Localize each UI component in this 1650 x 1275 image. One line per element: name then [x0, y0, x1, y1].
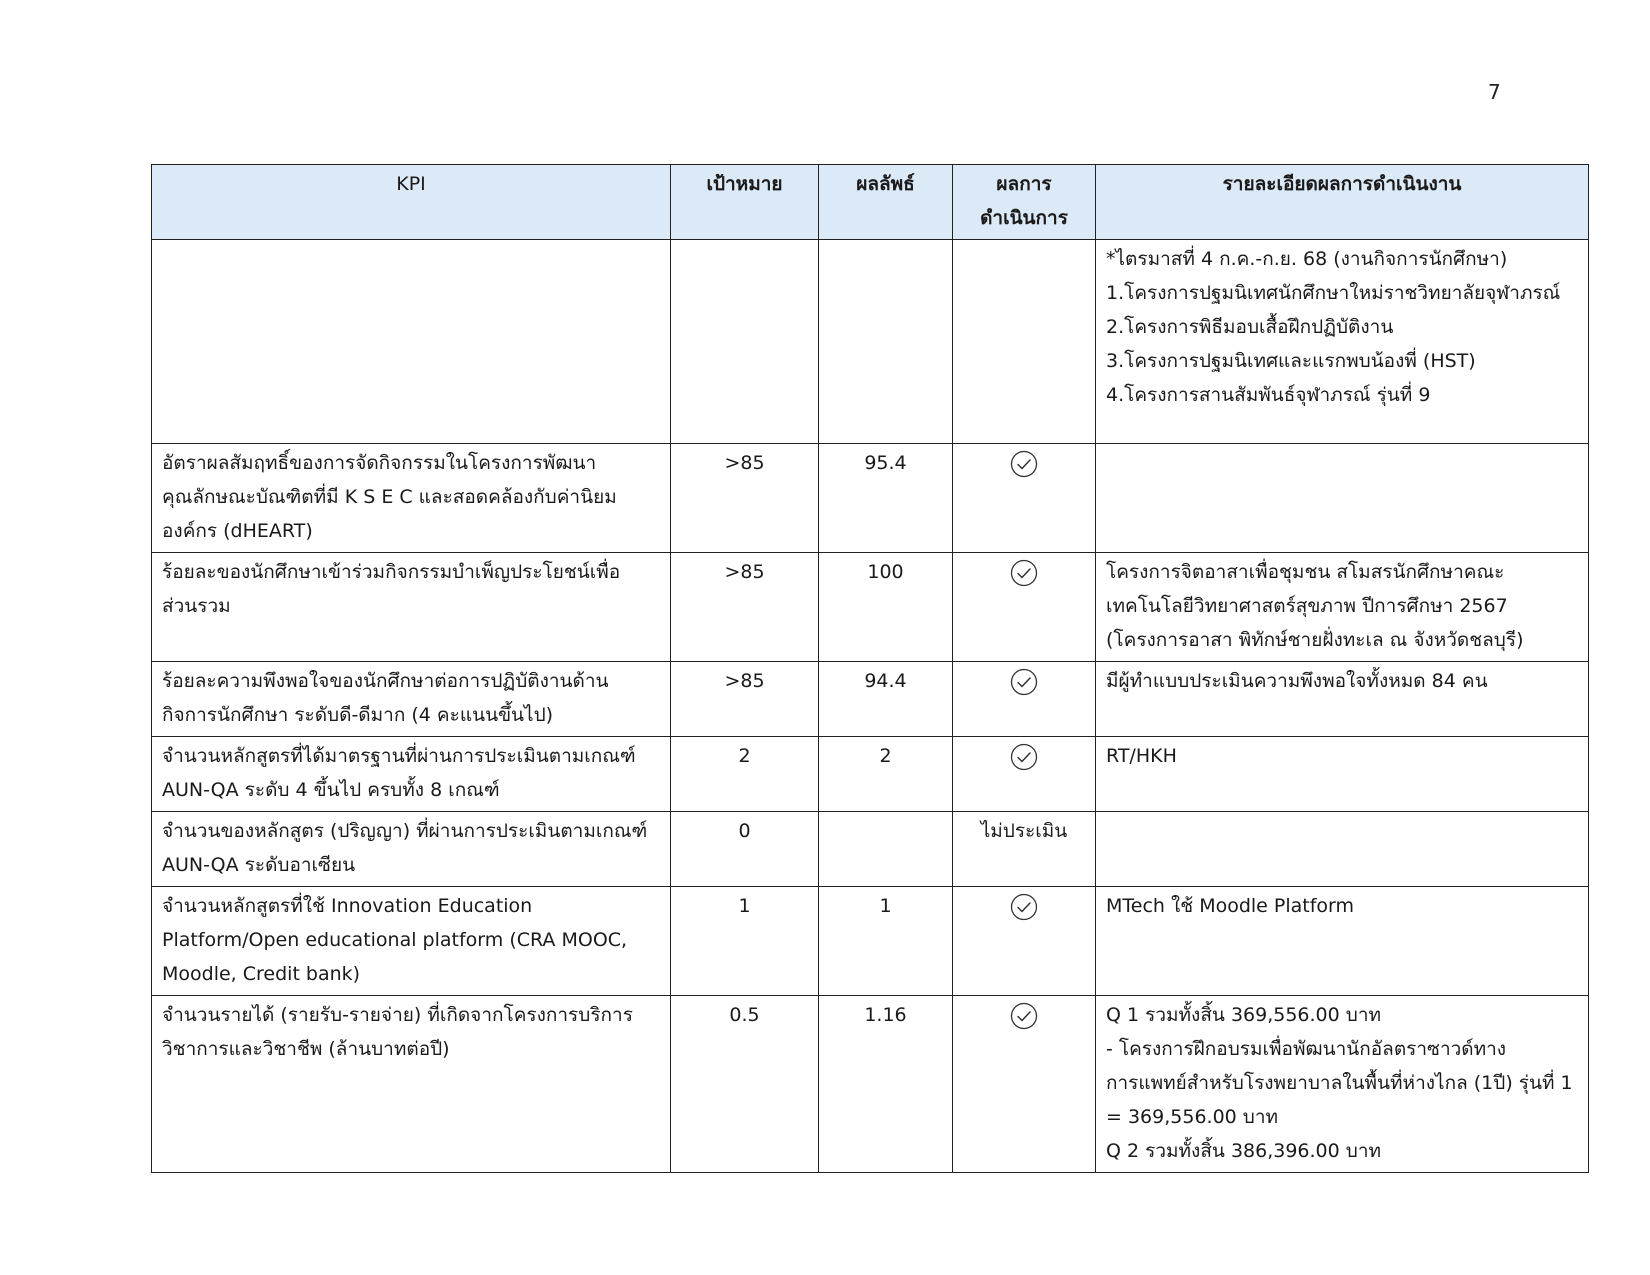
kpi-line: ร้อยละของนักศึกษาเข้าร่วมกิจกรรมบำเพ็ญประโยชน์เพื่อ — [162, 561, 621, 583]
header-status-line-1: ผลการ — [996, 173, 1052, 195]
table-row — [152, 996, 1589, 1173]
details-line: = 369,556.00 บาท — [1106, 1106, 1279, 1128]
table-row — [152, 737, 1589, 812]
kpi-line: องค์กร (dHEART) — [162, 520, 313, 542]
kpi-line: Platform/Open educational platform (CRA MOOC, — [162, 929, 628, 951]
result-cell — [819, 812, 953, 887]
details-cell — [1096, 444, 1589, 553]
table-row — [152, 240, 1589, 444]
target-cell: >85 — [671, 662, 819, 737]
result-cell: 1 — [819, 887, 953, 996]
kpi-cell — [152, 444, 671, 553]
result-cell: 100 — [819, 553, 953, 662]
kpi-line: จำนวนของหลักสูตร (ปริญญา) ที่ผ่านการประเมินตามเกณฑ์ — [162, 820, 648, 842]
details-cell — [1096, 240, 1589, 444]
details-line: การแพทย์สำหรับโรงพยาบาลในพื้นที่ห่างไกล (1ปี) รุ่นที่ 1 — [1106, 1072, 1573, 1094]
table-row — [152, 812, 1589, 887]
target-cell: >85 — [671, 553, 819, 662]
kpi-cell — [152, 737, 671, 812]
kpi-line: จำนวนหลักสูตรที่ใช้ Innovation Education — [162, 895, 533, 917]
table-row — [152, 553, 1589, 662]
table-row — [152, 887, 1589, 996]
result-cell — [819, 240, 953, 444]
details-line: (โครงการอาสา พิทักษ์ชายฝั่งทะเล ณ จังหวัดชลบุรี) — [1106, 629, 1524, 651]
details-line: 4.โครงการสานสัมพันธ์จุฬาภรณ์ รุ่นที่ 9 — [1106, 384, 1431, 406]
target-cell: 2 — [671, 737, 819, 812]
header-kpi: KPI — [152, 165, 671, 240]
header-row — [152, 165, 1589, 240]
details-line: 2.โครงการพิธีมอบเสื้อฝึกปฏิบัติงาน — [1106, 316, 1394, 338]
kpi-cell — [152, 887, 671, 996]
table-row — [152, 444, 1589, 553]
table-row — [152, 662, 1589, 737]
details-cell — [1096, 737, 1589, 812]
details-line: MTech ใช้ Moodle Platform — [1106, 895, 1355, 917]
details-line: *ไตรมาสที่ 4 ก.ค.-ก.ย. 68 (งานกิจการนักศึกษา) — [1106, 248, 1508, 270]
details-cell — [1096, 887, 1589, 996]
details-line: Q 1 รวมทั้งสิ้น 369,556.00 บาท — [1106, 1004, 1382, 1026]
target-cell — [671, 240, 819, 444]
kpi-cell — [152, 996, 671, 1173]
kpi-cell — [152, 553, 671, 662]
header-result: ผลลัพธ์ — [819, 165, 953, 240]
details-line: มีผู้ทำแบบประเมินความพึงพอใจทั้งหมด 84 คน — [1106, 670, 1488, 692]
status-cell — [953, 240, 1096, 444]
details-cell — [1096, 812, 1589, 887]
kpi-line: กิจการนักศึกษา ระดับดี-ดีมาก (4 คะแนนขึ้นไป) — [162, 704, 554, 726]
details-line: RT/HKH — [1106, 745, 1177, 767]
check-circle-icon — [1010, 559, 1038, 587]
kpi-line: AUN-QA ระดับ 4 ขึ้นไป ครบทั้ง 8 เกณฑ์ — [162, 779, 500, 801]
kpi-line: ร้อยละความพึงพอใจของนักศึกษาต่อการปฏิบัติงานด้าน — [162, 670, 609, 692]
target-cell: 0.5 — [671, 996, 819, 1173]
kpi-line: คุณลักษณะบัณฑิตที่มี K S E C และสอดคล้องกับค่านิยม — [162, 486, 617, 508]
status-cell — [953, 887, 1096, 996]
kpi-line: วิชาการและวิชาชีพ (ล้านบาทต่อปี) — [162, 1038, 450, 1060]
check-circle-icon — [1010, 1002, 1038, 1030]
result-cell: 1.16 — [819, 996, 953, 1173]
status-cell — [953, 996, 1096, 1173]
target-cell: 1 — [671, 887, 819, 996]
kpi-line: อัตราผลสัมฤทธิ์ของการจัดกิจกรรมในโครงการพัฒนา — [162, 452, 597, 474]
result-cell: 2 — [819, 737, 953, 812]
header-status-line-2: ดำเนินการ — [980, 207, 1068, 229]
status-cell — [953, 737, 1096, 812]
kpi-line: จำนวนหลักสูตรที่ได้มาตรฐานที่ผ่านการประเมินตามเกณฑ์ — [162, 745, 636, 767]
details-line: เทคโนโลยีวิทยาศาสตร์สุขภาพ ปีการศึกษา 2567 — [1106, 595, 1508, 617]
result-cell: 94.4 — [819, 662, 953, 737]
details-line: 1.โครงการปฐมนิเทศนักศึกษาใหม่ราชวิทยาลัยจุฬาภรณ์ — [1106, 282, 1561, 304]
status-cell — [953, 662, 1096, 737]
details-line: โครงการจิตอาสาเพื่อชุมชน สโมสรนักศึกษาคณะ — [1106, 561, 1505, 583]
kpi-table — [151, 164, 1589, 1173]
page-number: 7 — [1488, 80, 1501, 104]
status-cell — [953, 444, 1096, 553]
target-cell: 0 — [671, 812, 819, 887]
header-details: รายละเอียดผลการดำเนินงาน — [1096, 165, 1589, 240]
kpi-cell — [152, 240, 671, 444]
details-cell — [1096, 662, 1589, 737]
details-cell — [1096, 996, 1589, 1173]
header-target: เป้าหมาย — [671, 165, 819, 240]
result-cell: 95.4 — [819, 444, 953, 553]
details-line: 3.โครงการปฐมนิเทศและแรกพบน้องพี่ (HST) — [1106, 350, 1476, 372]
check-circle-icon — [1010, 668, 1038, 696]
kpi-cell — [152, 662, 671, 737]
kpi-cell — [152, 812, 671, 887]
details-line: Q 2 รวมทั้งสิ้น 386,396.00 บาท — [1106, 1140, 1382, 1162]
status-cell — [953, 553, 1096, 662]
check-circle-icon — [1010, 893, 1038, 921]
status-text: ไม่ประเมิน — [980, 820, 1068, 842]
kpi-line: ส่วนรวม — [162, 595, 231, 617]
header-status — [953, 165, 1096, 240]
details-cell — [1096, 553, 1589, 662]
target-cell: >85 — [671, 444, 819, 553]
status-cell — [953, 812, 1096, 887]
kpi-table-body — [152, 240, 1589, 1173]
kpi-line: Moodle, Credit bank) — [162, 963, 361, 985]
kpi-line: จำนวนรายได้ (รายรับ-รายจ่าย) ที่เกิดจากโครงการบริการ — [162, 1004, 633, 1026]
check-circle-icon — [1010, 450, 1038, 478]
kpi-line: AUN-QA ระดับอาเซียน — [162, 854, 356, 876]
check-circle-icon — [1010, 743, 1038, 771]
details-line: - โครงการฝึกอบรมเพื่อพัฒนานักอัลตราซาวด์ทาง — [1106, 1038, 1507, 1060]
